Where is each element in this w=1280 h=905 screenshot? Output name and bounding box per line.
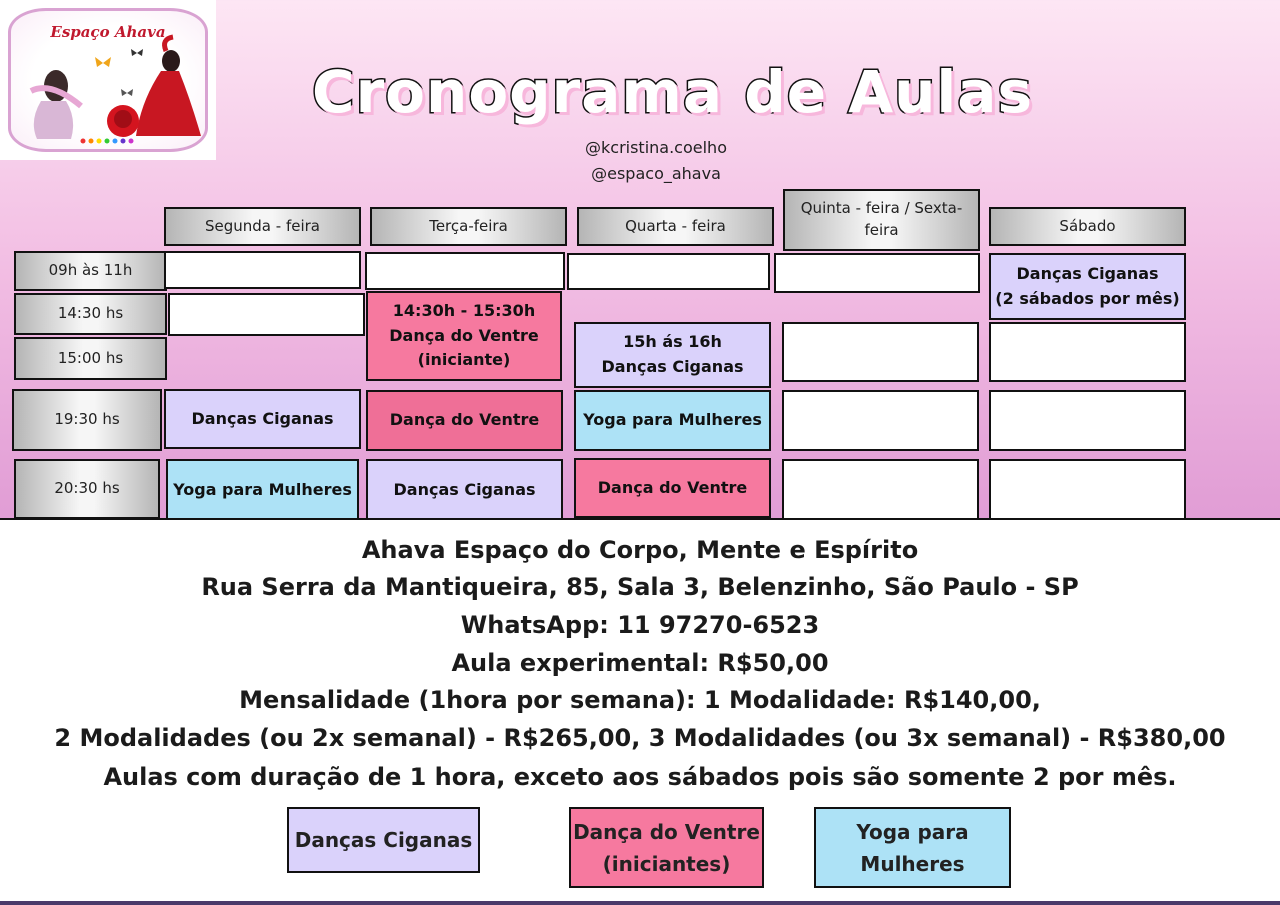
slot-wed-1500 [574,322,771,388]
time-0900: 09h às 11h [14,251,167,291]
header-wednesday: Quarta - feira [577,207,774,246]
sat-class-note: (2 sábados por mês) [995,288,1180,308]
slot-tue-1930: Dança do Ventre [366,390,563,451]
slot-wed-2030: Dança do Ventre [574,458,771,518]
tue-1430-class: Dança do Ventre [389,325,539,345]
instagram-handle-2: @espaco_ahava [591,164,721,183]
time-1500: 15:00 hs [14,337,167,380]
slot-thu-2030 [782,459,979,521]
logo-text: Espaço Ahava [50,23,166,41]
slot-tue-1430 [366,291,562,381]
slot-wed-0900 [567,253,770,290]
legend-yoga-line1: Yoga para [856,819,969,844]
slot-mon-1930: Danças Ciganas [164,389,361,449]
legend-ciganas: Danças Ciganas [287,807,480,873]
slot-sat-1930 [989,390,1186,451]
bottom-border [0,901,1280,905]
info-studio-name: Ahava Espaço do Corpo, Mente e Espírito [361,536,919,564]
legend-yoga [814,807,1011,888]
header-tuesday: Terça-feira [370,207,567,246]
header-saturday: Sábado [989,207,1186,246]
header-monday: Segunda - feira [164,207,361,246]
info-box [0,518,1280,903]
tue-1430-level: (iniciante) [417,350,511,370]
header-thursday-friday: Quinta - feira / Sexta-feira [783,189,980,251]
legend-ventre-name: Dança do Ventre [573,819,760,844]
legend-ventre [569,807,764,888]
slot-sat-0900 [989,253,1186,320]
time-1430: 14:30 hs [14,293,167,335]
slot-mon-2030: Yoga para Mulheres [166,459,359,521]
slot-thu-1930 [782,390,979,451]
slot-wed-1930: Yoga para Mulheres [574,390,771,451]
info-address: Rua Serra da Mantiqueira, 85, Sala 3, Belenzinho, São Paulo - SP [201,573,1079,601]
slot-mon-0900 [164,251,361,289]
page-title: Cronograma de Aulas [312,58,1033,126]
info-trial-class: Aula experimental: R$50,00 [451,649,829,677]
info-duration: Aulas com duração de 1 hora, exceto aos sábados pois são somente 2 por mês. [103,763,1177,791]
slot-tue-2030: Danças Ciganas [366,459,563,521]
slot-sat-1500 [989,322,1186,382]
instagram-handle-1: @kcristina.coelho [585,138,727,157]
slot-thu-0900 [774,253,980,293]
info-whatsapp: WhatsApp: 11 97270-6523 [460,611,820,639]
time-2030: 20:30 hs [14,459,160,519]
legend-yoga-line2: Mulheres [860,851,965,876]
slot-tue-0900 [365,252,565,290]
slot-sat-2030 [989,459,1186,521]
wed-1500-time: 15h ás 16h [623,332,722,352]
slot-thu-1500 [782,322,979,382]
sat-class-name: Danças Ciganas [1016,263,1159,283]
slot-mon-1430 [168,293,365,336]
tue-1430-time: 14:30h - 15:30h [392,300,536,320]
legend-ventre-level: (iniciantes) [602,851,731,876]
info-monthly-1: Mensalidade (1hora por semana): 1 Modalidade: R$140,00, [239,686,1041,714]
info-monthly-2: 2 Modalidades (ou 2x semanal) - R$265,00, 3 Modalidades (ou 3x semanal) - R$380,00 [54,724,1226,752]
wed-1500-class: Danças Ciganas [601,357,744,376]
time-1930: 19:30 hs [12,389,162,451]
